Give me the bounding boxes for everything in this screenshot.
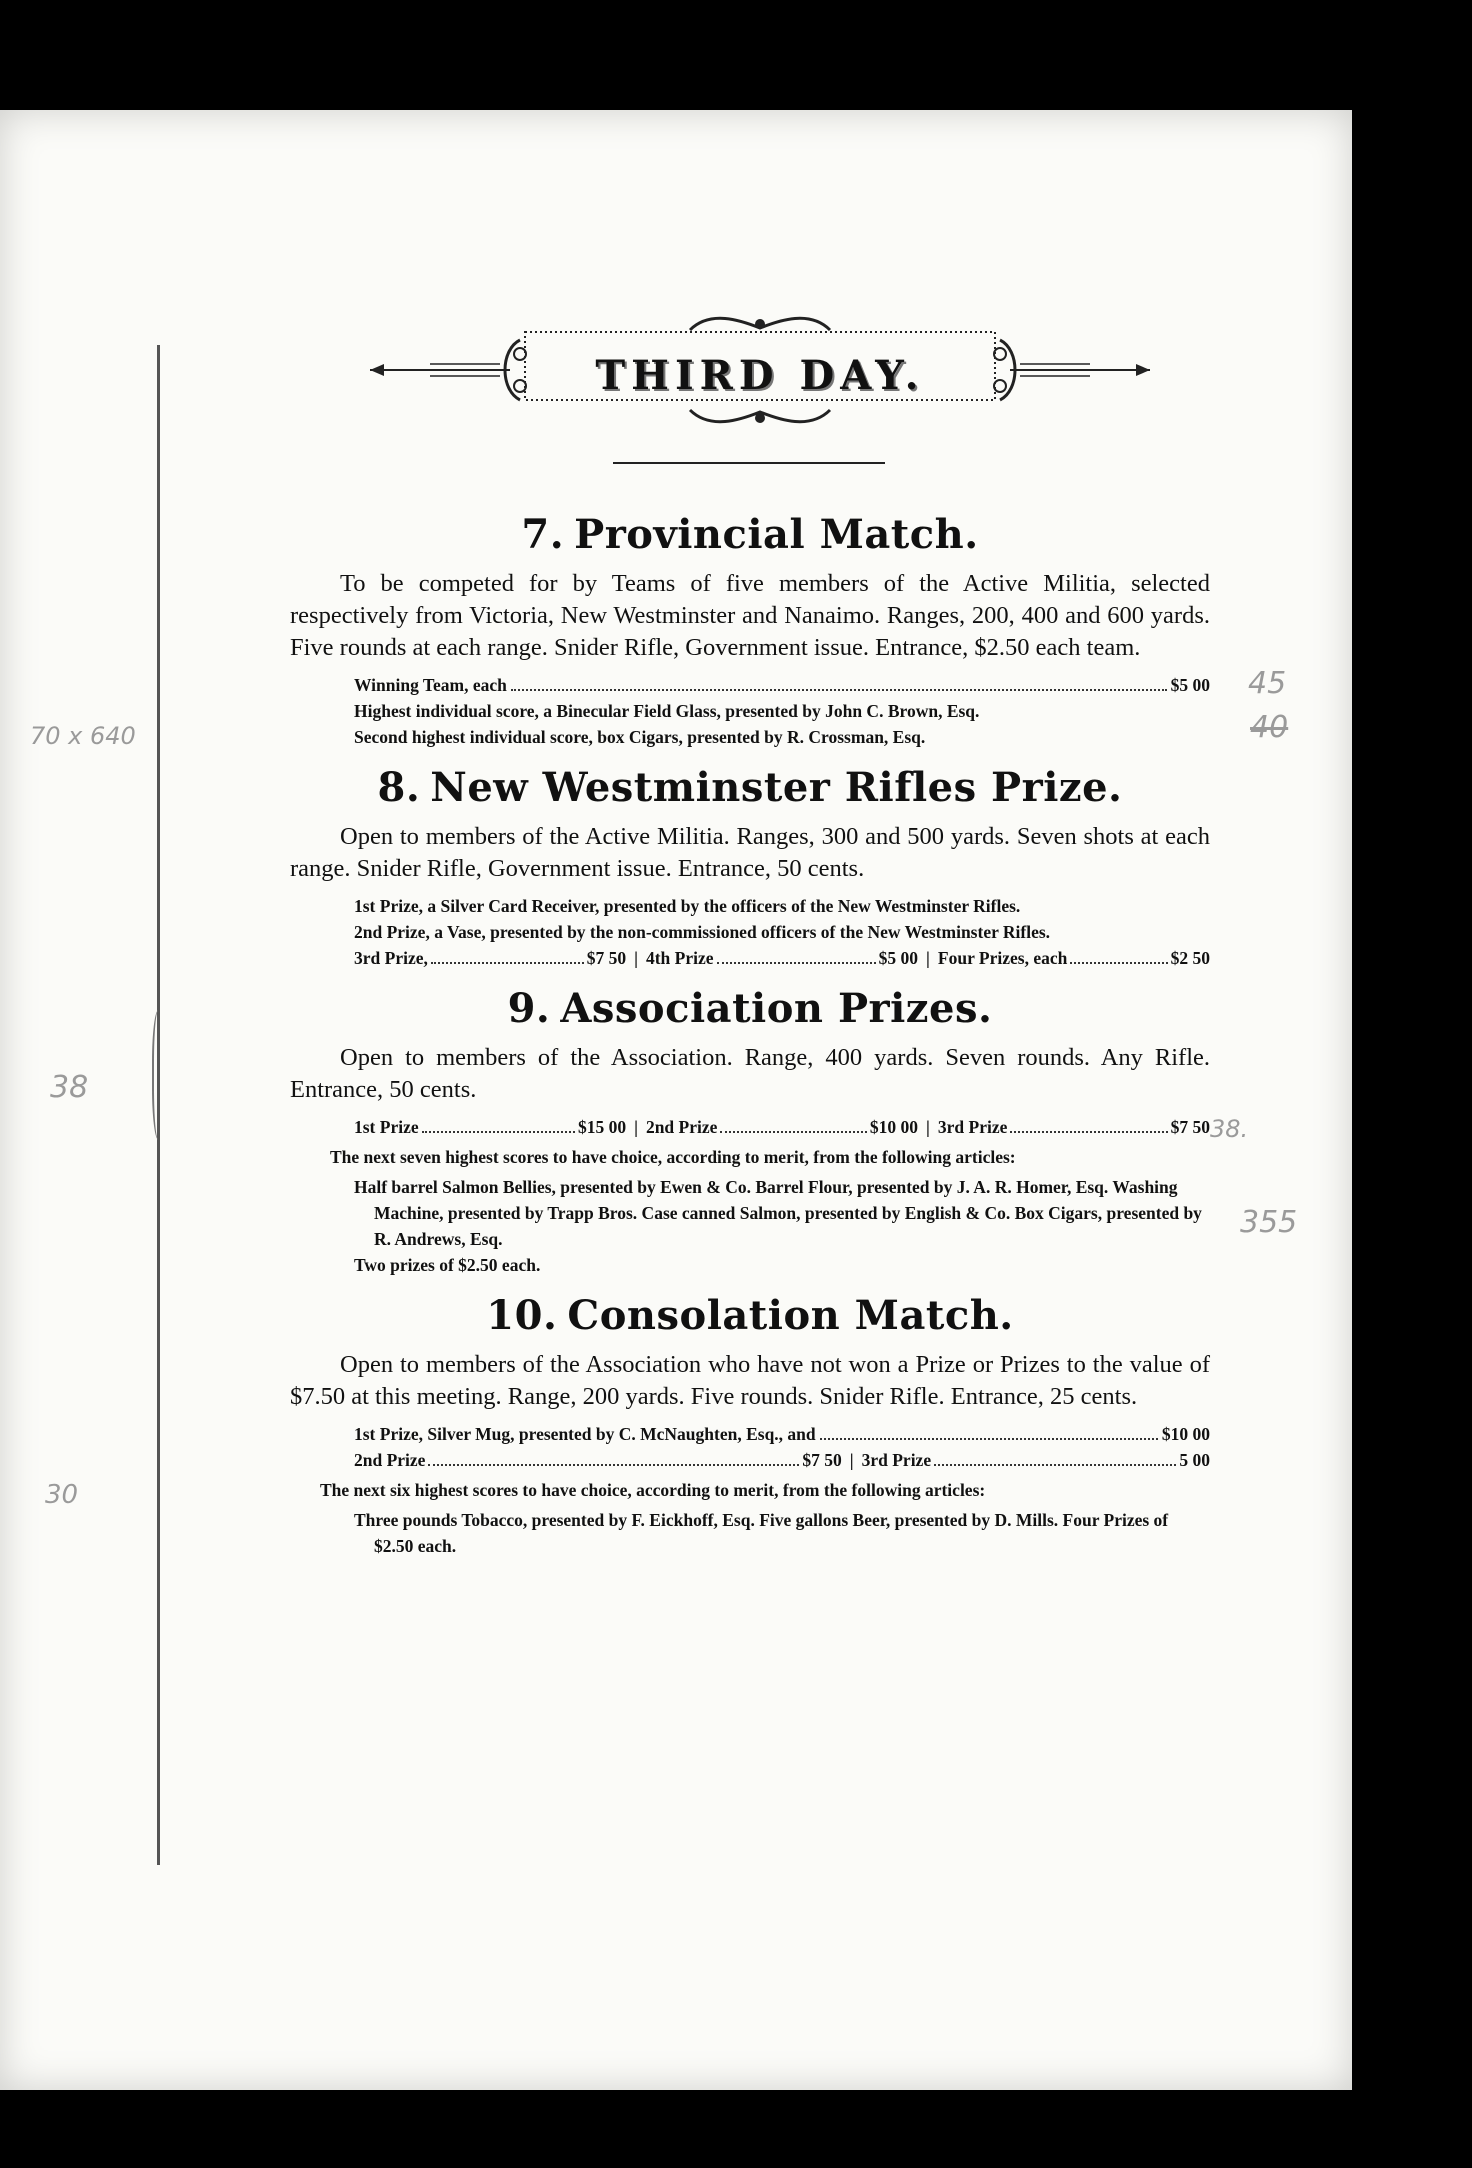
articles-text: Three pounds Tobacco, presented by F. Eickhoff, Esq. Five gallons Beer, presented by D. Mills. Four Prizes of $2.50 each. <box>354 1510 1169 1556</box>
prize-amount: $7 50 <box>586 948 627 968</box>
prize-label: 1st Prize, Silver Mug, presented by C. McNaughten, Esq., and <box>354 1424 816 1444</box>
prize-amount: $2 50 <box>1170 948 1210 968</box>
section-title <box>290 764 1210 811</box>
prize-line <box>354 1421 1210 1447</box>
section-heading: Provincial Match. <box>574 511 979 558</box>
articles-extra: Two prizes of $2.50 each. <box>354 1255 541 1275</box>
prize-label: 3rd Prize, <box>354 948 428 968</box>
section-title <box>290 985 1210 1032</box>
margin-note: 40 <box>1250 710 1289 745</box>
leader-dots <box>717 962 876 964</box>
prize-label: 1st Prize <box>354 1117 419 1137</box>
prize-amount: $10 00 <box>1161 1424 1210 1444</box>
margin-note: 70 x 640 <box>30 722 136 750</box>
margin-note: 38 <box>50 1070 89 1105</box>
prize-label: 4th Prize <box>645 948 714 968</box>
separator: | <box>926 1117 930 1137</box>
prize-amount: $7 50 <box>1170 1117 1210 1137</box>
margin-note: 355 <box>1240 1205 1298 1240</box>
margin-note: 30 <box>45 1480 79 1510</box>
prize-label: Four Prizes, each <box>937 948 1068 968</box>
prize-line: 2nd Prize, a Vase, presented by the non-commissioned officers of the New Westminster Rifles. <box>354 922 1051 942</box>
header-ornament <box>370 310 1150 450</box>
section-new-westminster-rifles-prize <box>290 764 1210 971</box>
separator: | <box>634 1117 638 1137</box>
prize-label: 3rd Prize <box>937 1117 1008 1137</box>
leader-dots <box>720 1131 867 1133</box>
section-number: 9. <box>507 985 551 1032</box>
section-body: To be competed for by Teams of five members of the Active Militia, selected respectively from Victoria, New Westminster and Nanaimo. Ranges, 200, 400 and 600 yards. Five rounds at each range. Snider Rifle, Government issue. Entrance, $2.50 each team. <box>290 570 1210 661</box>
prize-label: Winning Team, each <box>354 675 507 695</box>
section-provincial-match <box>290 511 1210 750</box>
section-heading: Association Prizes. <box>560 985 993 1032</box>
page-title: THIRD DAY. <box>595 352 925 399</box>
prize-amount: 5 00 <box>1179 1450 1210 1470</box>
prize-list <box>290 672 1210 750</box>
prize-amount: $5 00 <box>1170 675 1210 695</box>
prize-label: 2nd Prize <box>645 1117 718 1137</box>
leader-dots <box>934 1464 1176 1466</box>
prize-line <box>354 945 1210 971</box>
section-body: Open to members of the Association. Range, 400 yards. Seven rounds. Any Rifle. Entrance, 50 cents. <box>290 1044 1210 1103</box>
section-number: 7. <box>521 511 565 558</box>
separator: | <box>849 1450 854 1470</box>
section-number: 8. <box>377 764 421 811</box>
page-fold <box>152 1010 168 1140</box>
section-association-prizes <box>290 985 1210 1278</box>
prize-line: 1st Prize, a Silver Card Receiver, presented by the officers of the New Westminster Rifles. <box>354 896 1021 916</box>
prize-line: Highest individual score, a Binecular Field Glass, presented by John C. Brown, Esq. <box>354 701 980 721</box>
prize-list <box>290 893 1210 971</box>
leader-dots <box>422 1131 575 1133</box>
prize-line <box>354 1114 1210 1140</box>
articles-list <box>290 1507 1210 1559</box>
margin-note: 38. <box>1210 1115 1249 1143</box>
prize-amount: $5 00 <box>878 948 919 968</box>
separator: | <box>634 948 638 968</box>
prize-amount: $15 00 <box>577 1117 627 1137</box>
prize-label: 2nd Prize <box>354 1450 426 1470</box>
document-page <box>0 110 1352 2090</box>
section-number: 10. <box>486 1292 558 1339</box>
divider-rule <box>613 462 885 464</box>
prize-list <box>290 1114 1210 1140</box>
articles-list <box>290 1174 1210 1278</box>
prize-list <box>290 1421 1210 1473</box>
leader-dots <box>428 1464 799 1466</box>
section-title <box>290 1292 1210 1339</box>
margin-note: 45 <box>1248 666 1287 701</box>
prize-label: 3rd Prize <box>861 1450 932 1470</box>
prize-amount: $10 00 <box>869 1117 919 1137</box>
leader-dots <box>1010 1131 1167 1133</box>
separator: | <box>926 948 930 968</box>
leader-dots <box>820 1438 1158 1440</box>
section-heading: Consolation Match. <box>567 1292 1014 1339</box>
leader-dots <box>511 689 1167 691</box>
prize-line <box>354 672 1210 698</box>
prize-amount: $7 50 <box>802 1450 842 1470</box>
section-heading: New Westminster Rifles Prize. <box>430 764 1123 811</box>
prize-line: Second highest individual score, box Cigars, presented by R. Crossman, Esq. <box>354 727 926 747</box>
section-consolation-match <box>290 1292 1210 1559</box>
section-title <box>290 511 1210 558</box>
prize-line <box>354 1447 1210 1473</box>
section-body: Open to members of the Active Militia. Ranges, 300 and 500 yards. Seven shots at each range. Snider Rifle, Government issue. Entrance, 50 cents. <box>290 823 1210 882</box>
section-note: The next seven highest scores to have choice, according to merit, from the following articles: <box>330 1147 1016 1167</box>
leader-dots <box>431 962 584 964</box>
leader-dots <box>1070 962 1167 964</box>
section-body: Open to members of the Association who have not won a Prize or Prizes to the value of $7.50 at this meeting. Range, 200 yards. Five rounds. Snider Rifle. Entrance, 25 cents. <box>290 1351 1210 1410</box>
page-content <box>290 505 1210 1573</box>
articles-text: Half barrel Salmon Bellies, presented by Ewen & Co. Barrel Flour, presented by J. A. R. Homer, Esq. Washing Machine, presented by Trapp Bros. Case canned Salmon, presented by English & Co. Box Cigars, presented by R. Andrews, Esq. <box>354 1177 1202 1249</box>
section-note: The next six highest scores to have choice, according to merit, from the following articles: <box>320 1480 986 1500</box>
